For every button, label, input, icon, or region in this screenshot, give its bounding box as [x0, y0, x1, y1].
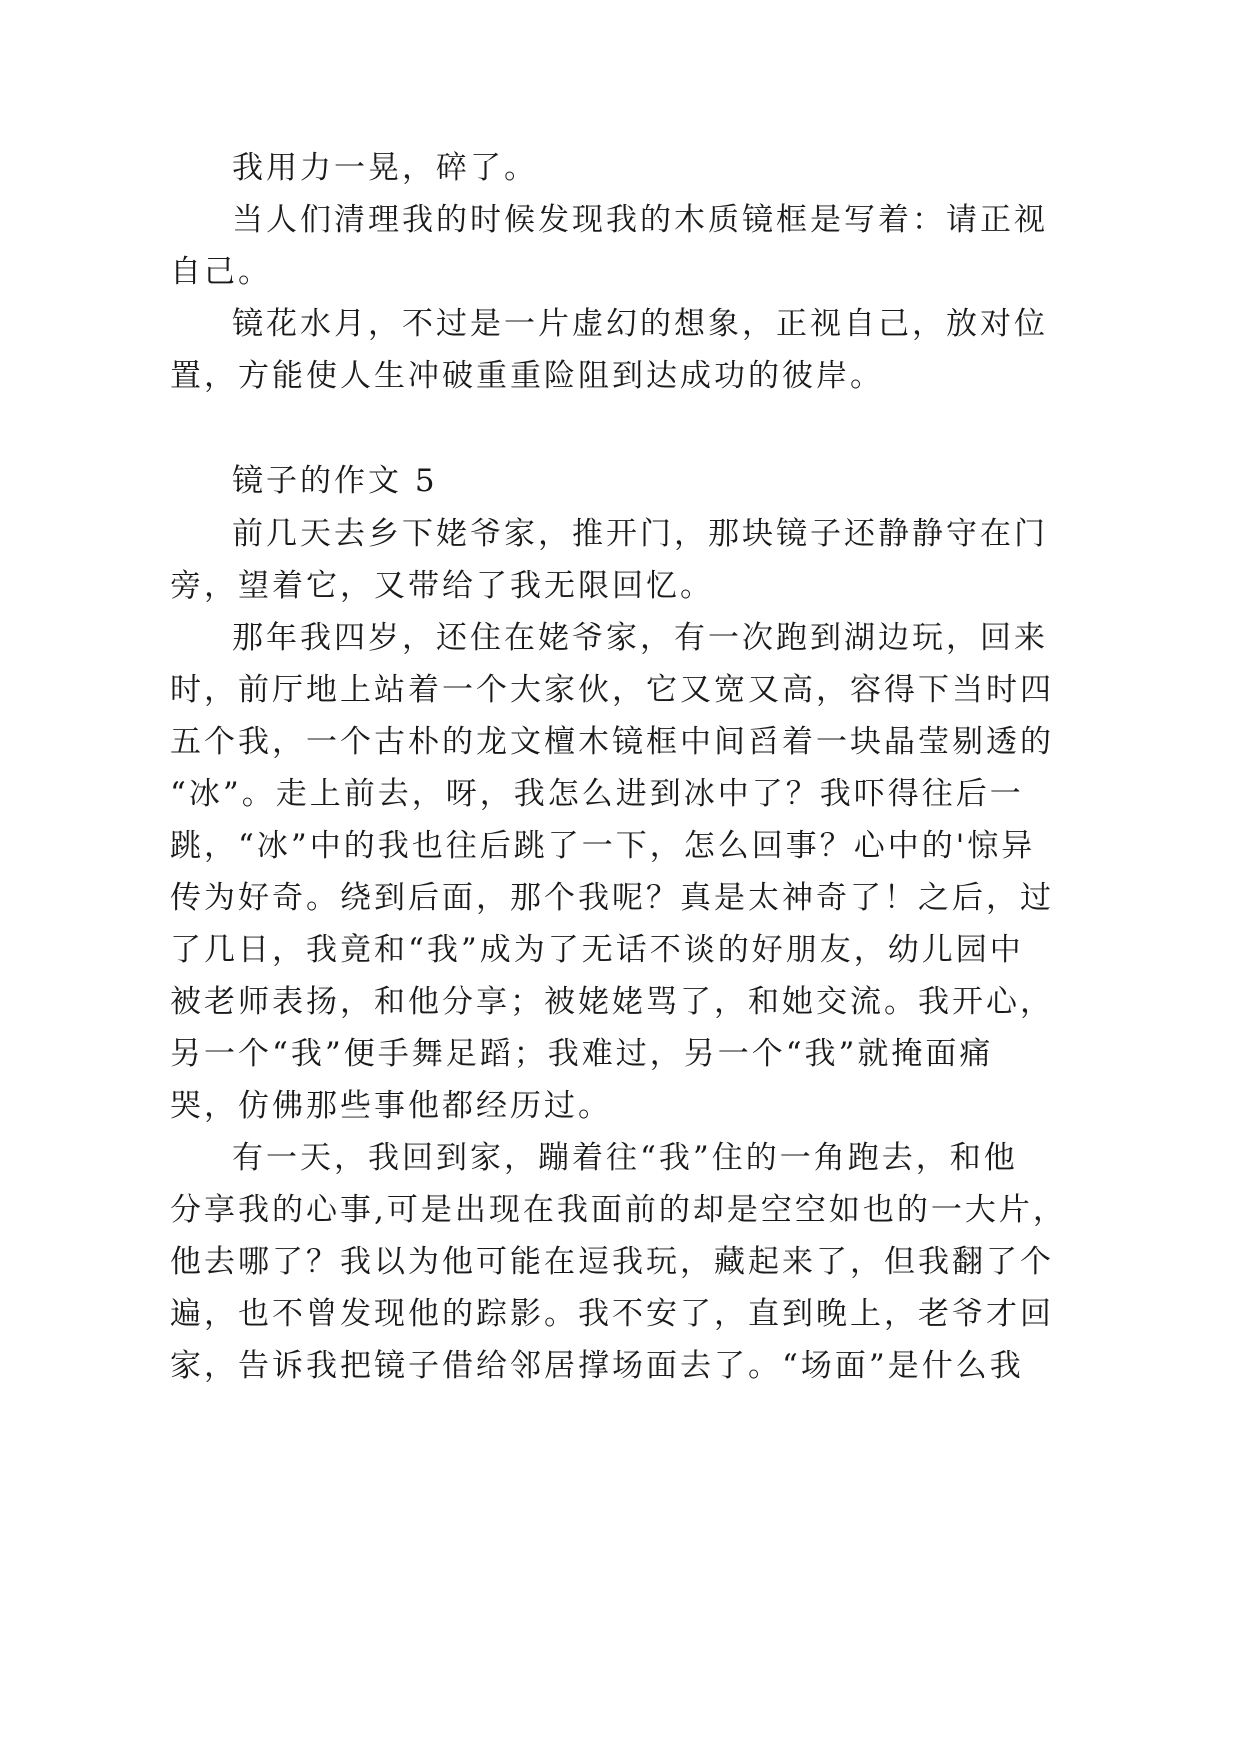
paragraph-line: 他去哪了？我以为他可能在逗我玩，藏起来了，但我翻了个: [170, 1244, 1054, 1280]
section-heading: 镜子的作文 5: [232, 463, 438, 499]
paragraph-line: 哭，仿佛那些事他都经历过。: [170, 1088, 612, 1124]
paragraph-line: 镜花水月，不过是一片虚幻的想象，正视自己，放对位: [232, 306, 1048, 342]
top-paragraphs: [170, 142, 1048, 402]
paragraph-line: 前几天去乡下姥爷家，推开门，那块镜子还静静守在门: [232, 516, 1048, 552]
paragraph-line: 被老师表扬，和他分享；被姥姥骂了，和她交流。我开心，: [170, 984, 1054, 1020]
bottom-paragraphs: [170, 508, 1067, 1392]
paragraph-line: 当人们清理我的时候发现我的木质镜框是写着：请正视: [232, 202, 1048, 238]
paragraph-line: 遍，也不曾发现他的踪影。我不安了，直到晚上，老爷才回: [170, 1296, 1054, 1332]
paragraph-line: 我用力一晃，碎了。: [232, 150, 538, 186]
paragraph-line: 传为好奇。绕到后面，那个我呢？真是太神奇了！之后，过: [170, 880, 1054, 916]
paragraph-line: 另一个“我”便手舞足蹈；我难过，另一个“我”就掩面痛: [170, 1036, 994, 1072]
paragraph-line: 那年我四岁，还住在姥爷家，有一次跑到湖边玩，回来: [232, 620, 1048, 656]
paragraph-line: 置，方能使人生冲破重重险阻到达成功的彼岸。: [170, 358, 884, 394]
paragraph-line: 分享我的心事,可是出现在我面前的却是空空如也的一大片，: [170, 1192, 1067, 1228]
paragraph-line: 五个我，一个古朴的龙文檀木镜框中间舀着一块晶莹剔透的: [170, 724, 1054, 760]
paragraph-line: 有一天，我回到家，蹦着往“我”住的一角跑去，和他: [232, 1140, 1018, 1176]
paragraph-line: 了几日，我竟和“我”成为了无话不谈的好朋友，幼儿园中: [170, 932, 1024, 968]
paragraph-line: 自己。: [170, 254, 272, 290]
paragraph-line: 旁，望着它，又带给了我无限回忆。: [170, 568, 714, 604]
paragraph-line: 家，告诉我把镜子借给邻居撑场面去了。“场面”是什么我: [170, 1348, 1024, 1384]
paragraph-line: 跳，“冰”中的我也往后跳了一下，怎么回事？心中的'惊异: [170, 828, 1036, 864]
paragraph-line: 时，前厅地上站着一个大家伙，它又宽又高，容得下当时四: [170, 672, 1054, 708]
paragraph-line: “冰”。走上前去，呀，我怎么进到冰中了？我吓得往后一: [170, 776, 1024, 812]
